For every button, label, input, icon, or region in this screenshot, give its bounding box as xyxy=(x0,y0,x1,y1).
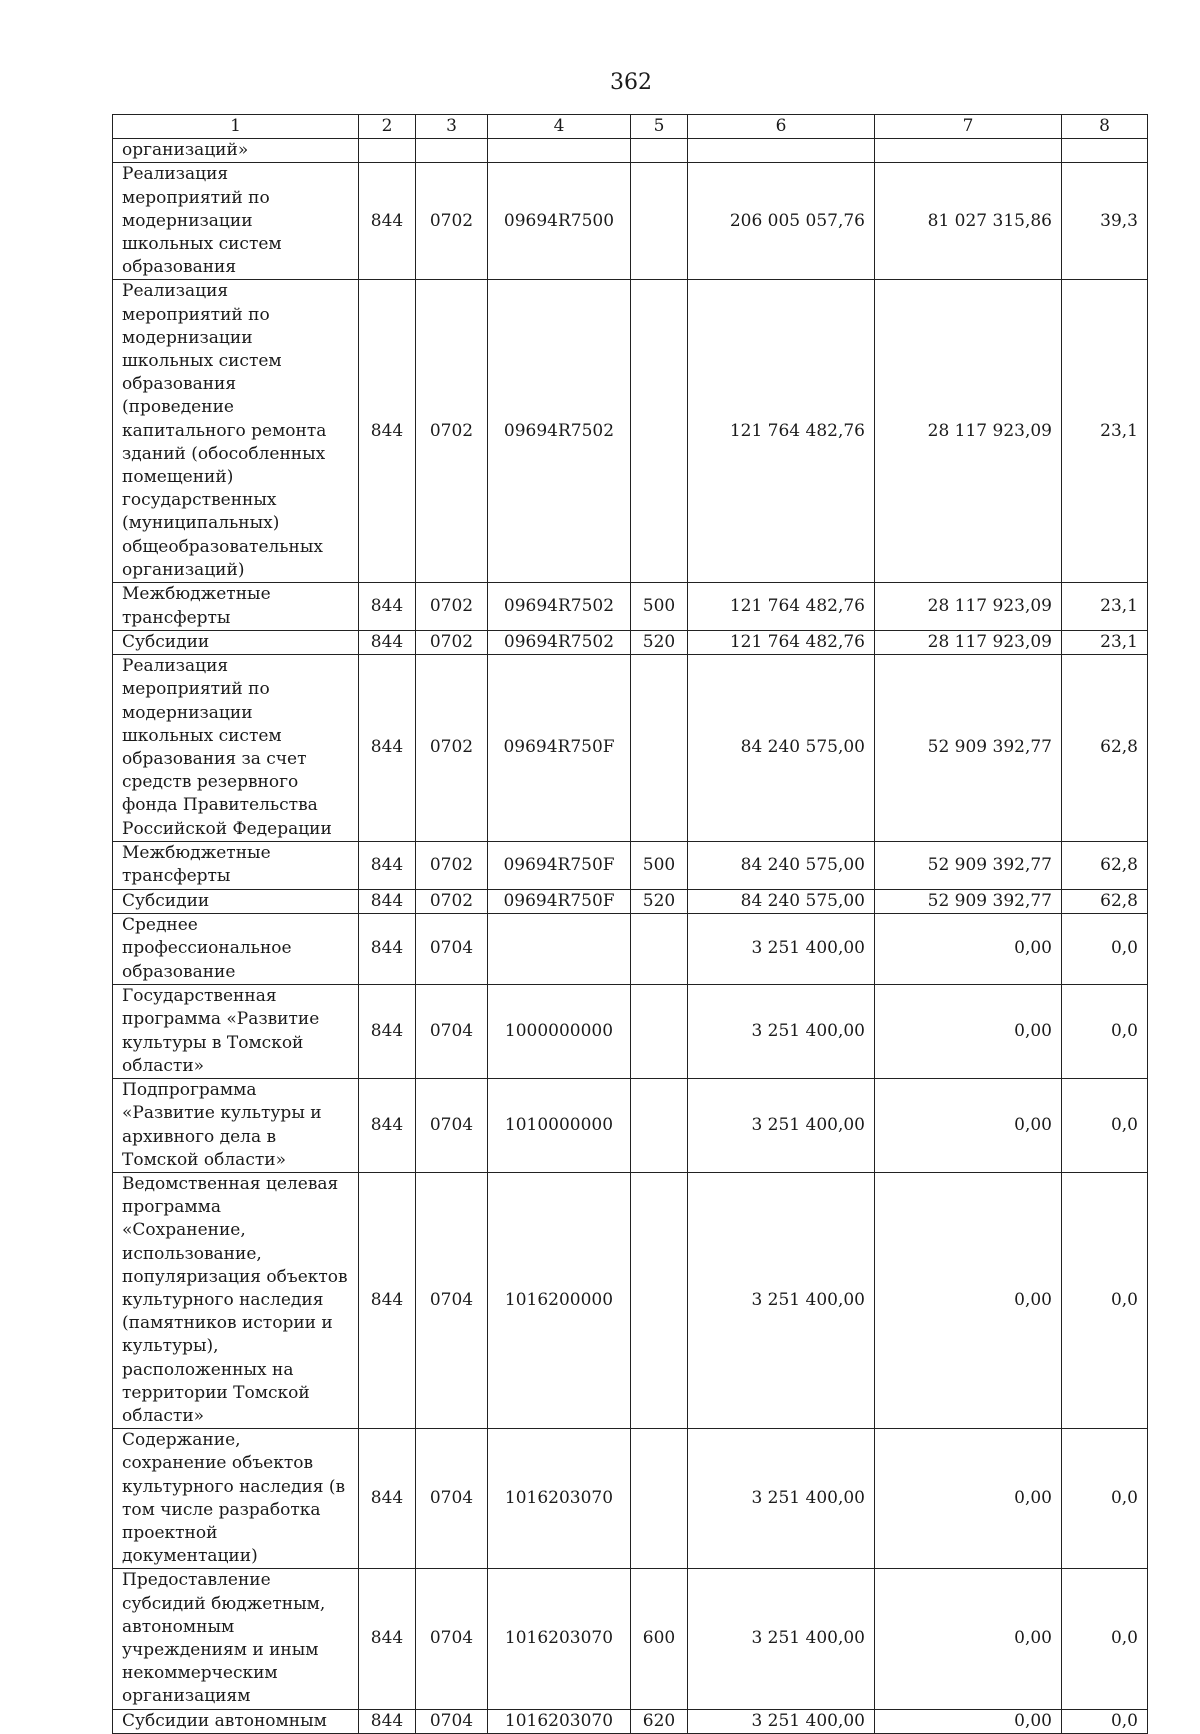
cell-planned-amount: 3 251 400,00 xyxy=(688,1172,875,1428)
cell-planned-amount: 3 251 400,00 xyxy=(688,1569,875,1709)
cell-target-code: 1010000000 xyxy=(488,1079,631,1173)
cell-expense-type xyxy=(631,1079,688,1173)
cell-section-code: 0704 xyxy=(416,1079,488,1173)
cell-target-code xyxy=(488,914,631,985)
cell-percent: 0,0 xyxy=(1062,914,1148,985)
column-header: 3 xyxy=(416,115,488,139)
cell-planned-amount: 3 251 400,00 xyxy=(688,1079,875,1173)
cell-actual-amount: 52 909 392,77 xyxy=(875,841,1062,889)
cell-expense-type xyxy=(631,655,688,842)
cell-percent xyxy=(1062,139,1148,163)
cell-actual-amount: 28 117 923,09 xyxy=(875,631,1062,655)
cell-expense-type xyxy=(631,985,688,1079)
cell-planned-amount: 3 251 400,00 xyxy=(688,1429,875,1569)
cell-actual-amount: 0,00 xyxy=(875,1172,1062,1428)
cell-expense-type xyxy=(631,914,688,985)
row-name: Реализация мероприятий по модернизации школьных систем образования за счет средств резервного фонда Правительства Российской Федерации xyxy=(113,655,359,842)
cell-expense-type xyxy=(631,1172,688,1428)
cell-expense-type xyxy=(631,139,688,163)
cell-actual-amount: 0,00 xyxy=(875,1709,1062,1733)
cell-expense-type xyxy=(631,280,688,583)
cell-percent: 0,0 xyxy=(1062,1079,1148,1173)
table-row xyxy=(113,1079,1148,1173)
column-header: 7 xyxy=(875,115,1062,139)
table-row xyxy=(113,914,1148,985)
cell-actual-amount: 0,00 xyxy=(875,1429,1062,1569)
cell-ministry-code: 844 xyxy=(359,280,416,583)
cell-ministry-code: 844 xyxy=(359,1172,416,1428)
row-name: Межбюджетные трансферты xyxy=(113,841,359,889)
cell-ministry-code: 844 xyxy=(359,583,416,631)
cell-expense-type: 500 xyxy=(631,583,688,631)
cell-actual-amount: 81 027 315,86 xyxy=(875,163,1062,280)
table-row xyxy=(113,163,1148,280)
cell-actual-amount: 0,00 xyxy=(875,1569,1062,1709)
budget-table xyxy=(112,114,1148,1734)
table-row xyxy=(113,1569,1148,1709)
cell-actual-amount: 0,00 xyxy=(875,914,1062,985)
cell-planned-amount: 121 764 482,76 xyxy=(688,631,875,655)
table-row xyxy=(113,139,1148,163)
cell-ministry-code: 844 xyxy=(359,1079,416,1173)
cell-ministry-code: 844 xyxy=(359,1429,416,1569)
cell-percent: 0,0 xyxy=(1062,1172,1148,1428)
cell-actual-amount: 28 117 923,09 xyxy=(875,583,1062,631)
cell-percent: 23,1 xyxy=(1062,280,1148,583)
cell-expense-type: 600 xyxy=(631,1569,688,1709)
cell-actual-amount: 52 909 392,77 xyxy=(875,655,1062,842)
cell-planned-amount xyxy=(688,139,875,163)
column-header: 5 xyxy=(631,115,688,139)
table-row xyxy=(113,841,1148,889)
cell-planned-amount: 121 764 482,76 xyxy=(688,280,875,583)
cell-target-code: 09694R7502 xyxy=(488,280,631,583)
cell-section-code: 0704 xyxy=(416,1429,488,1569)
cell-actual-amount: 0,00 xyxy=(875,1079,1062,1173)
cell-planned-amount: 84 240 575,00 xyxy=(688,655,875,842)
cell-ministry-code: 844 xyxy=(359,1709,416,1733)
cell-target-code: 09694R7500 xyxy=(488,163,631,280)
cell-section-code: 0704 xyxy=(416,914,488,985)
cell-ministry-code: 844 xyxy=(359,841,416,889)
cell-percent: 62,8 xyxy=(1062,889,1148,913)
row-name: Среднее профессиональное образование xyxy=(113,914,359,985)
table-row xyxy=(113,1709,1148,1733)
cell-actual-amount: 0,00 xyxy=(875,985,1062,1079)
cell-target-code: 09694R7502 xyxy=(488,583,631,631)
table-row xyxy=(113,1172,1148,1428)
table-row xyxy=(113,280,1148,583)
column-header: 2 xyxy=(359,115,416,139)
cell-target-code: 09694R7502 xyxy=(488,631,631,655)
cell-percent: 0,0 xyxy=(1062,985,1148,1079)
cell-ministry-code: 844 xyxy=(359,889,416,913)
column-header: 1 xyxy=(113,115,359,139)
table-row xyxy=(113,889,1148,913)
table-row xyxy=(113,631,1148,655)
cell-ministry-code: 844 xyxy=(359,163,416,280)
cell-target-code: 1016203070 xyxy=(488,1429,631,1569)
cell-percent: 0,0 xyxy=(1062,1709,1148,1733)
row-name: Содержание, сохранение объектов культурного наследия (в том числе разработка проектной документации) xyxy=(113,1429,359,1569)
cell-section-code: 0704 xyxy=(416,1569,488,1709)
cell-section-code: 0702 xyxy=(416,655,488,842)
cell-target-code: 09694R750F xyxy=(488,841,631,889)
cell-target-code: 1000000000 xyxy=(488,985,631,1079)
row-name: Реализация мероприятий по модернизации школьных систем образования (проведение капитального ремонта зданий (обособленных помещений) государственных (муниципальных) общеобразовательных организаций) xyxy=(113,280,359,583)
row-name: Реализация мероприятий по модернизации школьных систем образования xyxy=(113,163,359,280)
cell-expense-type: 520 xyxy=(631,889,688,913)
cell-planned-amount: 121 764 482,76 xyxy=(688,583,875,631)
row-name: Предоставление субсидий бюджетным, автономным учреждениям и иным некоммерческим организациям xyxy=(113,1569,359,1709)
cell-expense-type: 520 xyxy=(631,631,688,655)
page-number: 362 xyxy=(610,70,652,95)
cell-section-code xyxy=(416,139,488,163)
cell-percent: 0,0 xyxy=(1062,1429,1148,1569)
cell-target-code: 09694R750F xyxy=(488,655,631,842)
cell-section-code: 0704 xyxy=(416,1709,488,1733)
cell-section-code: 0702 xyxy=(416,841,488,889)
cell-target-code xyxy=(488,139,631,163)
cell-target-code: 1016203070 xyxy=(488,1569,631,1709)
cell-ministry-code: 844 xyxy=(359,914,416,985)
cell-target-code: 1016200000 xyxy=(488,1172,631,1428)
cell-planned-amount: 3 251 400,00 xyxy=(688,985,875,1079)
cell-section-code: 0702 xyxy=(416,163,488,280)
cell-expense-type: 500 xyxy=(631,841,688,889)
cell-ministry-code: 844 xyxy=(359,1569,416,1709)
row-name: Межбюджетные трансферты xyxy=(113,583,359,631)
cell-percent: 0,0 xyxy=(1062,1569,1148,1709)
row-name: Субсидии xyxy=(113,889,359,913)
cell-planned-amount: 84 240 575,00 xyxy=(688,841,875,889)
cell-section-code: 0704 xyxy=(416,985,488,1079)
cell-percent: 39,3 xyxy=(1062,163,1148,280)
column-header: 8 xyxy=(1062,115,1148,139)
cell-ministry-code: 844 xyxy=(359,985,416,1079)
cell-section-code: 0702 xyxy=(416,583,488,631)
cell-percent: 23,1 xyxy=(1062,631,1148,655)
cell-section-code: 0702 xyxy=(416,889,488,913)
cell-expense-type xyxy=(631,163,688,280)
column-header: 4 xyxy=(488,115,631,139)
row-name: Субсидии xyxy=(113,631,359,655)
cell-ministry-code xyxy=(359,139,416,163)
cell-expense-type: 620 xyxy=(631,1709,688,1733)
table-row xyxy=(113,583,1148,631)
cell-percent: 62,8 xyxy=(1062,841,1148,889)
table-row xyxy=(113,985,1148,1079)
row-name: Ведомственная целевая программа «Сохранение, использование, популяризация объектов культурного наследия (памятников истории и культуры), расположенных на территории Томской области» xyxy=(113,1172,359,1428)
cell-percent: 23,1 xyxy=(1062,583,1148,631)
cell-planned-amount: 3 251 400,00 xyxy=(688,1709,875,1733)
cell-section-code: 0702 xyxy=(416,280,488,583)
cell-actual-amount xyxy=(875,139,1062,163)
cell-target-code: 1016203070 xyxy=(488,1709,631,1733)
cell-actual-amount: 28 117 923,09 xyxy=(875,280,1062,583)
cell-ministry-code: 844 xyxy=(359,655,416,842)
column-header: 6 xyxy=(688,115,875,139)
table-header-row xyxy=(113,115,1148,139)
row-name: организаций» xyxy=(113,139,359,163)
cell-ministry-code: 844 xyxy=(359,631,416,655)
row-name: Государственная программа «Развитие культуры в Томской области» xyxy=(113,985,359,1079)
table-row xyxy=(113,655,1148,842)
cell-section-code: 0702 xyxy=(416,631,488,655)
cell-percent: 62,8 xyxy=(1062,655,1148,842)
row-name: Субсидии автономным xyxy=(113,1709,359,1733)
cell-expense-type xyxy=(631,1429,688,1569)
cell-planned-amount: 84 240 575,00 xyxy=(688,889,875,913)
table-row xyxy=(113,1429,1148,1569)
cell-section-code: 0704 xyxy=(416,1172,488,1428)
cell-planned-amount: 206 005 057,76 xyxy=(688,163,875,280)
cell-actual-amount: 52 909 392,77 xyxy=(875,889,1062,913)
row-name: Подпрограмма «Развитие культуры и архивного дела в Томской области» xyxy=(113,1079,359,1173)
cell-planned-amount: 3 251 400,00 xyxy=(688,914,875,985)
cell-target-code: 09694R750F xyxy=(488,889,631,913)
